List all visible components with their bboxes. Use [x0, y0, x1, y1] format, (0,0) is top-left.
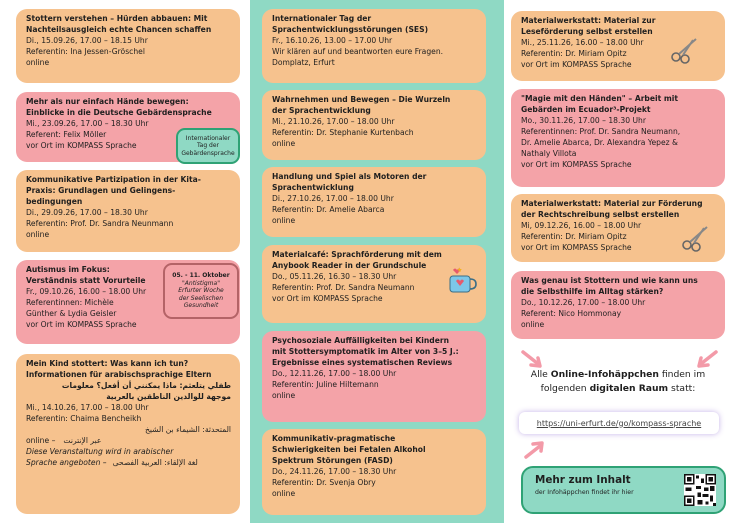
event-speaker: Referentin: Chaima Bencheikh — [26, 414, 142, 423]
event-speaker: Referentinnen: Prof. Dr. Sandra Neumann, Dr. Amelie Abarca, Dr. Alexandra Yepez & Nathaly Villota — [521, 127, 681, 158]
event-title: Materialwerkstatt: Material zur Förderung der Rechtschreibung selbst erstellen — [521, 199, 703, 219]
event-place: online — [26, 58, 50, 67]
event-date: Do., 12.11.26, 17.00 – 18.00 Uhr — [272, 369, 397, 378]
event-card-handlung-spiel — [262, 167, 486, 237]
event-title-arabic: طفلي يتلعثم: ماذا يمكنني أن أفعل؟ معلومات موجهة للوالدين الناطقين بالعربية — [61, 381, 231, 401]
scissors-icon — [680, 224, 710, 252]
event-place: vor Ort im KOMPASS Sprache — [26, 320, 137, 329]
event-title: Stottern verstehen – Hürden abbauen: Mit Nachteilsausgleich echte Chancen schaffen — [26, 14, 212, 34]
event-title: Mehr als nur einfach Hände bewegen: Einblicke in die Deutsche Gebärdensprache — [26, 97, 212, 117]
event-place: vor Ort im KOMPASS Sprache — [26, 141, 137, 150]
event-speaker-arabic: المتحدثة: الشيماء بن الشيخ — [144, 425, 231, 434]
event-date: Di., 29.09.26, 17.00 – 18.30 Uhr — [26, 208, 148, 217]
event-date: Mi, 09.12.26, 16.00 – 18.00 Uhr — [521, 221, 642, 230]
event-card-stottern-selbsthilfe — [511, 271, 725, 339]
event-note-row — [26, 457, 231, 468]
event-place: online — [272, 139, 296, 148]
scissors-icon — [669, 36, 699, 64]
event-card-psychosozial — [262, 331, 486, 422]
more-info-box — [521, 466, 726, 514]
event-title: Materialcafé: Sprachförderung mit dem Anybook Reader in der Grundschule — [272, 250, 442, 270]
event-date: Di., 15.09.26, 17.00 – 18.15 Uhr — [26, 36, 148, 45]
event-place: online — [272, 489, 296, 498]
more-info-subtitle: der Infohäppchen findet ihr hier — [535, 489, 634, 496]
event-title: Materialwerkstatt: Material zur Leseförderung selbst erstellen — [521, 16, 656, 36]
badge-antistigma-week: 05. - 11. Oktober "Antistigma" Erfurter Woche der Seelischen Gesundheit — [163, 263, 239, 319]
event-speaker: Referentin: Dr. Miriam Opitz — [521, 232, 627, 241]
event-date: Do., 05.11.26, 16.30 – 18.30 Uhr — [272, 272, 397, 281]
event-place-row — [26, 435, 231, 446]
event-speaker: Referentinnen: Michèle Günther & Lydia Geisler — [26, 298, 117, 318]
event-card-fasd — [262, 429, 486, 515]
event-speaker: Referentin: Ina Jessen-Gröschel — [26, 47, 145, 56]
event-card-magie-haende — [511, 89, 725, 187]
event-speaker: Referentin: Prof. Dr. Sandra Neunmann — [26, 219, 174, 228]
arrow-up-right-icon — [524, 441, 546, 459]
event-title: Handlung und Spiel als Motoren der Sprachentwicklung — [272, 172, 427, 192]
event-speaker: Referentin: Dr. Miriam Opitz — [521, 49, 627, 58]
event-title: "Magie mit den Händen" – Arbeit mit Gebärden im Ecuador³-Projekt — [521, 94, 679, 114]
event-speaker: Referent: Felix Möller — [26, 130, 107, 139]
event-place: online — [272, 391, 296, 400]
event-title: Mein Kind stottert: Was kann ich tun? Informationen für arabischsprachige Eltern — [26, 359, 212, 379]
event-card-ses-tag — [262, 9, 486, 83]
digital-room-link[interactable]: https://uni-erfurt.de/go/kompass-sprache — [519, 412, 719, 434]
qr-code-icon[interactable] — [684, 474, 716, 506]
event-card-stottern-verstehen — [16, 9, 240, 83]
event-note-line: Sprache angeboten – — [26, 458, 107, 467]
arrow-down-right-icon — [521, 350, 543, 368]
event-card-wahrnehmen-bewegen — [262, 90, 486, 160]
event-title: Was genau ist Stottern und wie kann uns die Selbsthilfe im Alltag stärken? — [521, 276, 698, 296]
event-date: Fr., 16.10.26, 13.00 – 17.00 Uhr — [272, 36, 393, 45]
event-note: Diese Veranstaltung wird in arabischer — [26, 447, 174, 456]
event-speaker: Referent: Nico Hommonay — [521, 309, 622, 318]
event-date: Mi., 14.10.26, 17.00 – 18.00 Uhr — [26, 403, 149, 412]
event-date: Mi., 23.09.26, 17.00 – 18.30 Uhr — [26, 119, 149, 128]
badge-gebaerdensprache-day: Internationaler Tag der Gebärdensprache — [176, 128, 240, 164]
event-date: Do., 24.11.26, 17.00 – 18.30 Uhr — [272, 467, 397, 476]
event-place: Domplatz, Erfurt — [272, 58, 335, 67]
event-speaker: Referentin: Juline Hiltemann — [272, 380, 379, 389]
arrow-down-left-icon — [696, 350, 718, 368]
event-speaker: Referentin: Prof. Dr. Sandra Neumann — [272, 283, 415, 292]
event-place-arabic: عبر الإنترنت — [63, 436, 102, 445]
event-speaker: Referentin: Dr. Stephanie Kurtenbach — [272, 128, 414, 137]
online-info-text: Alle Online-Infohäppchen finden im folgenden digitalen Raum statt: — [530, 369, 706, 394]
event-note-arabic: لغة الإلقاء: العربية الفصحى — [112, 458, 198, 467]
event-date: Mo., 30.11.26, 17.00 – 18.30 Uhr — [521, 116, 646, 125]
event-place: online – — [26, 436, 56, 445]
event-title: Wahrnehmen und Bewegen – Die Wurzeln der Sprachentwicklung — [272, 95, 451, 115]
event-title: Autismus im Fokus: Verständnis statt Vorurteile — [26, 265, 146, 285]
event-date: Mi., 21.10.26, 17.00 – 18.00 Uhr — [272, 117, 395, 126]
event-date: Do., 10.12.26, 17.00 – 18.00 Uhr — [521, 298, 646, 307]
event-place: online — [272, 216, 296, 225]
event-title: Kommunikativ-pragmatische Schwierigkeiten bei Fetalen Alkohol Spektrum Störungen (FASD) — [272, 434, 426, 465]
more-info-heading: Mehr zum Inhalt — [535, 474, 631, 486]
event-date: Fr., 09.10.26, 16.00 – 18.00 Uhr — [26, 287, 147, 296]
event-title: Kommunikative Partizipation in der Kita- Praxis: Grundlagen und Gelingens- bedingungen — [26, 175, 201, 206]
event-place: vor Ort im KOMPASS Sprache — [272, 294, 383, 303]
event-card-arabisch — [16, 354, 240, 514]
event-place: vor Ort im KOMPASS Sprache — [521, 60, 632, 69]
event-title: Psychosoziale Auffälligkeiten bei Kindern mit Stottersymptomatik im Alter von 3–5 J.: Ergebnisse eines systematischen Reviews — [272, 336, 459, 367]
event-speaker: Referentin: Dr. Svenja Obry — [272, 478, 376, 487]
event-date: Di., 27.10.26, 17.00 – 18.00 Uhr — [272, 194, 394, 203]
event-place: online — [26, 230, 50, 239]
event-card-kita-praxis — [16, 170, 240, 252]
event-place: vor Ort im KOMPASS Sprache — [521, 243, 632, 252]
event-speaker: Wir klären auf und beantworten eure Fragen. — [272, 47, 444, 56]
event-place: online — [521, 320, 545, 329]
event-speaker: Referentin: Dr. Amelie Abarca — [272, 205, 385, 214]
event-title: Internationaler Tag der Sprachentwicklungsstörungen (SES) — [272, 14, 429, 34]
event-place: vor Ort im KOMPASS Sprache — [521, 160, 632, 169]
event-date: Mi., 25.11.26, 16.00 – 18.00 Uhr — [521, 38, 644, 47]
coffee-cup-icon — [446, 266, 480, 296]
